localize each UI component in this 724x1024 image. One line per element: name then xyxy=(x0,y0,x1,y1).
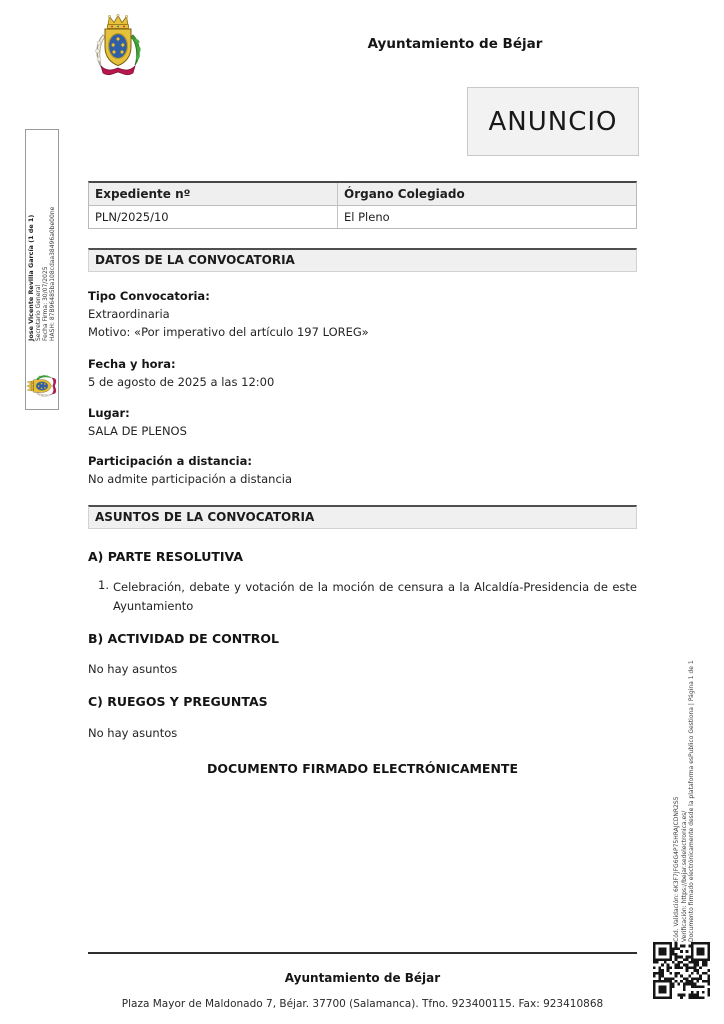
signed-electronically-notice: DOCUMENTO FIRMADO ELECTRÓNICAMENTE xyxy=(206,761,518,776)
signature-date: Fecha Firma: 30/07/2025 xyxy=(42,266,49,341)
part-b-empty-text: No hay asuntos xyxy=(88,662,178,676)
announcement-box xyxy=(467,87,639,156)
section-title-datos: DATOS DE LA CONVOCATORIA xyxy=(88,248,637,272)
agenda-item-text: Celebración, debate y votación de la moción de censura a la Alcaldía-Presidencia de este Ayuntamiento xyxy=(113,580,637,613)
field-value-tipo: Extraordinaria xyxy=(88,307,170,321)
section-title-asuntos: ASUNTOS DE LA CONVOCATORIA xyxy=(88,505,637,529)
part-heading-c: C) RUEGOS Y PREGUNTAS xyxy=(88,694,268,709)
field-label-lugar: Lugar: xyxy=(88,406,130,420)
field-label-fecha: Fecha y hora: xyxy=(88,357,176,371)
signer-name: Jose Vicente Revilla García (1 de 1) xyxy=(27,214,35,341)
table-header-organo: Órgano Colegiado xyxy=(337,183,636,206)
verification-url: Verificación: https://bejar.sedelectronica.es/ xyxy=(680,810,688,942)
announcement-label: ANUNCIO xyxy=(488,106,618,137)
stamp-coat-of-arms-icon xyxy=(26,371,58,401)
table-cell-organo: El Pleno xyxy=(337,206,636,228)
expediente-table xyxy=(88,181,637,229)
footer-org-name: Ayuntamiento de Béjar xyxy=(284,971,441,985)
header-org-name: Ayuntamiento de Béjar xyxy=(367,36,543,52)
field-label-tipo: Tipo Convocatoria: xyxy=(88,289,210,303)
platform-line: Documento firmado electrónicamente desde la plataforma esPublico Gestiona | Página 1 de 1 xyxy=(688,660,695,942)
validation-stamp xyxy=(673,627,701,942)
validation-code: Cód. Validación: 6K3F7JFG6G4P75HRAJCDNR2S5 xyxy=(673,796,680,942)
agenda-item-number: 1. xyxy=(98,578,109,592)
field-label-participacion: Participación a distancia: xyxy=(88,454,252,468)
table-header-expediente: Expediente nº xyxy=(89,183,337,206)
bejar-coat-of-arms-icon xyxy=(87,13,149,79)
footer-address: Plaza Mayor de Maldonado 7, Béjar. 37700 (Salamanca). Tfno. 923400115. Fax: 923410868 xyxy=(121,998,604,1010)
part-c-empty-text: No hay asuntos xyxy=(88,726,178,740)
field-value-lugar: SALA DE PLENOS xyxy=(88,424,187,438)
part-heading-a: A) PARTE RESOLUTIVA xyxy=(88,549,244,564)
signature-stamp xyxy=(25,129,59,410)
footer-divider xyxy=(88,952,637,954)
signature-stamp-strip xyxy=(26,130,58,409)
part-heading-b: B) ACTIVIDAD DE CONTROL xyxy=(88,631,279,646)
table-cell-expediente: PLN/2025/10 xyxy=(89,206,337,228)
field-value-fecha: 5 de agosto de 2025 a las 12:00 xyxy=(88,375,275,389)
field-value-participacion: No admite participación a distancia xyxy=(88,472,293,486)
signer-role: Secretario General xyxy=(35,284,42,341)
qr-code xyxy=(653,942,710,999)
signature-stamp-text xyxy=(28,207,56,341)
signature-hash: HASH: 87B96485ba108cdaa38496a0be00ne xyxy=(49,206,56,341)
validation-stamp-strip xyxy=(673,627,701,942)
field-value-motivo: Motivo: «Por imperativo del artículo 197 LOREG» xyxy=(88,325,369,339)
